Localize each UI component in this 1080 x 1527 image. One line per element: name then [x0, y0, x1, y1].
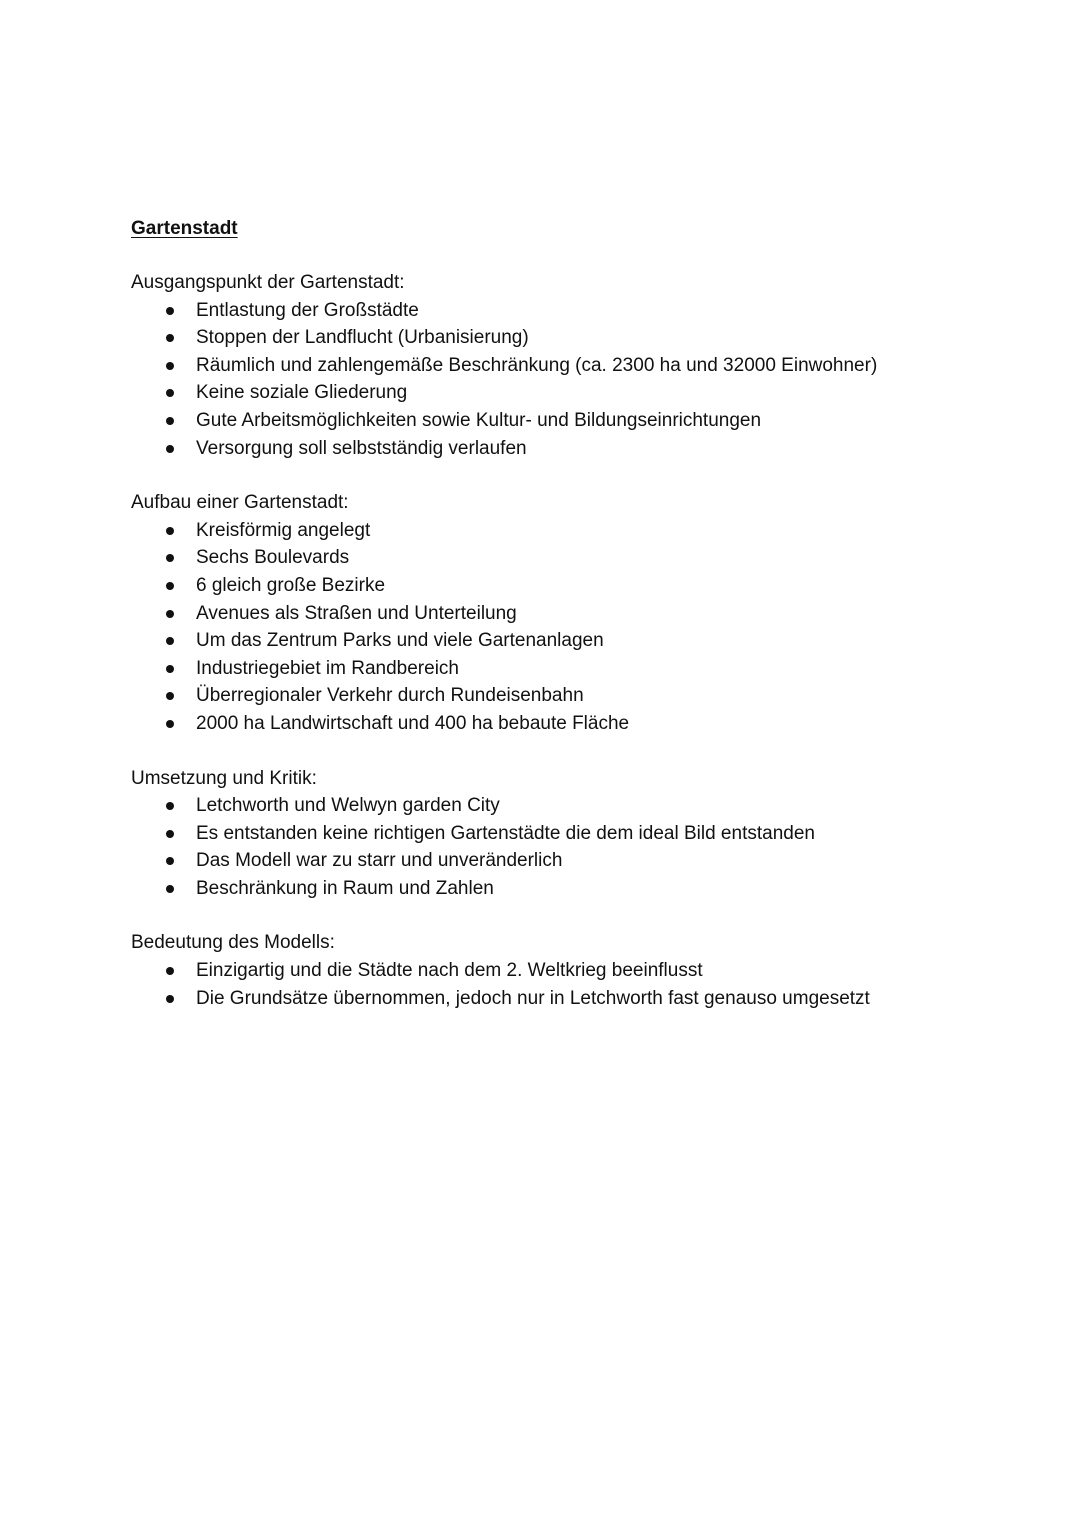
section-heading: Bedeutung des Modells:: [131, 932, 335, 954]
list-item: [131, 682, 1011, 710]
list-item-text: Versorgung soll selbstständig verlaufen: [196, 437, 527, 459]
list-item: [131, 600, 1011, 628]
list-item-text: Gute Arbeitsmöglichkeiten sowie Kultur- und Bildungseinrichtungen: [196, 409, 762, 431]
list-item: [131, 847, 1011, 875]
list-item: [131, 379, 1011, 407]
bullet-icon: [166, 802, 174, 810]
list-item: [131, 517, 1011, 545]
list-item: [131, 655, 1011, 683]
bullet-list: [131, 957, 1011, 1012]
section-aufbau: [131, 489, 1011, 737]
bullet-icon: [166, 362, 174, 370]
list-item: [131, 792, 1011, 820]
list-item-text: Die Grundsätze übernommen, jedoch nur in Letchworth fast genauso umgesetzt: [196, 987, 870, 1009]
list-item: [131, 627, 1011, 655]
list-item: [131, 875, 1011, 903]
bullet-icon: [166, 720, 174, 728]
list-item: [131, 820, 1011, 848]
list-item-text: Keine soziale Gliederung: [196, 382, 408, 404]
list-item-text: 6 gleich große Bezirke: [196, 574, 386, 596]
list-item: [131, 710, 1011, 738]
page-title: Gartenstadt: [131, 218, 238, 239]
list-item-text: Avenues als Straßen und Unterteilung: [196, 602, 517, 624]
section-heading: Ausgangspunkt der Gartenstadt:: [131, 272, 405, 293]
section-heading: Umsetzung und Kritik:: [131, 767, 317, 789]
list-item: [131, 957, 1011, 985]
section-umsetzung: [131, 765, 1011, 903]
bullet-list: [131, 517, 1011, 738]
bullet-icon: [166, 637, 174, 645]
bullet-icon: [166, 554, 174, 562]
list-item: [131, 324, 1011, 352]
list-item-text: Sechs Boulevards: [196, 547, 350, 569]
bullet-icon: [166, 967, 174, 975]
list-item-text: 2000 ha Landwirtschaft und 400 ha bebaute Fläche: [196, 712, 630, 734]
bullet-icon: [166, 334, 174, 342]
document-page: [131, 216, 1011, 1012]
list-item: [131, 544, 1011, 572]
section-bedeutung: [131, 929, 1011, 1012]
bullet-icon: [166, 417, 174, 425]
list-item: [131, 572, 1011, 600]
bullet-icon: [166, 830, 174, 838]
list-item-text: Industriegebiet im Randbereich: [196, 657, 459, 679]
list-item-text: Entlastung der Großstädte: [196, 299, 419, 321]
bullet-icon: [166, 307, 174, 315]
list-item-text: Kreisförmig angelegt: [196, 519, 371, 541]
bullet-icon: [166, 995, 174, 1003]
bullet-icon: [166, 527, 174, 535]
bullet-icon: [166, 665, 174, 673]
list-item-text: Beschränkung in Raum und Zahlen: [196, 877, 494, 899]
list-item: [131, 435, 1011, 463]
list-item-text: Um das Zentrum Parks und viele Gartenanlagen: [196, 630, 604, 652]
list-item: [131, 352, 1011, 380]
section-heading: Aufbau einer Gartenstadt:: [131, 492, 349, 514]
list-item-text: Überregionaler Verkehr durch Rundeisenbahn: [196, 685, 584, 707]
bullet-list: [131, 297, 1011, 463]
list-item-text: Räumlich und zahlengemäße Beschränkung (ca. 2300 ha und 32000 Einwohner): [196, 354, 878, 376]
list-item-text: Es entstanden keine richtigen Gartenstädte die dem ideal Bild entstanden: [196, 822, 815, 844]
bullet-icon: [166, 389, 174, 397]
bullet-icon: [166, 445, 174, 453]
list-item-text: Einzigartig und die Städte nach dem 2. Weltkrieg beeinflusst: [196, 960, 703, 982]
bullet-icon: [166, 857, 174, 865]
list-item: [131, 297, 1011, 325]
list-item-text: Das Modell war zu starr und unveränderlich: [196, 850, 563, 872]
list-item: [131, 985, 1011, 1013]
bullet-list: [131, 792, 1011, 902]
bullet-icon: [166, 885, 174, 893]
bullet-icon: [166, 692, 174, 700]
list-item: [131, 407, 1011, 435]
bullet-icon: [166, 610, 174, 618]
list-item-text: Stoppen der Landflucht (Urbanisierung): [196, 327, 529, 349]
bullet-icon: [166, 582, 174, 590]
list-item-text: Letchworth und Welwyn garden City: [196, 795, 500, 817]
section-ausgangspunkt: [131, 269, 1011, 462]
